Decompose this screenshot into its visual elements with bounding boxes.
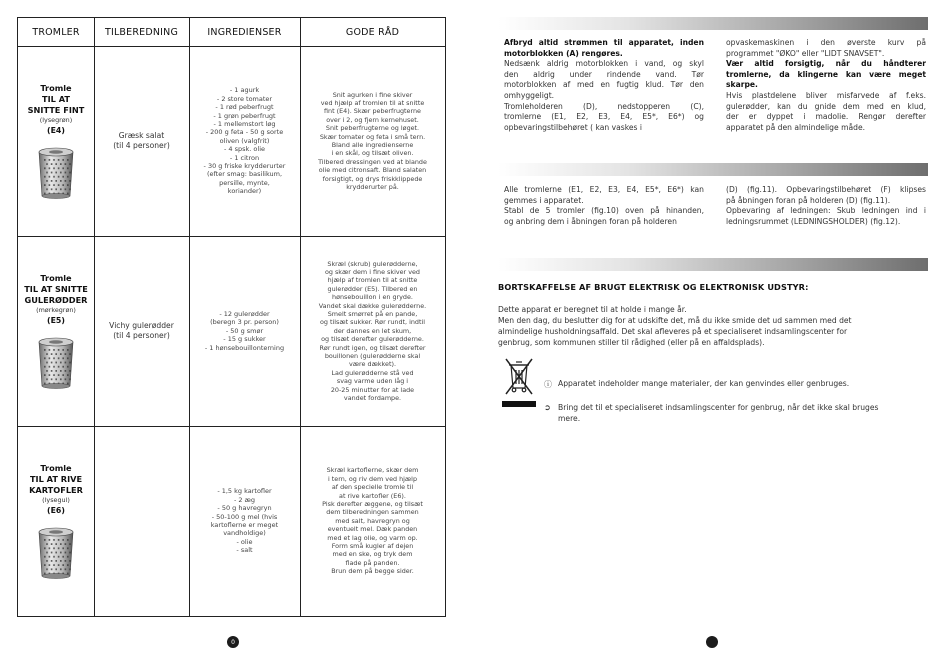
ingredient-line: kartoflerne er meget (210, 521, 279, 529)
text-line: Nedsænk aldrig motorblokken i vand, og skyl (504, 59, 704, 69)
tips-cell (300, 46, 445, 236)
text-line: på åbningen foran på holderen (D) (fig.11). (726, 195, 891, 205)
ingredient-line: - 2 æg (233, 495, 256, 504)
drum-name-line: Tromle (40, 272, 72, 283)
recycle-arrow-icon: ➲ (544, 403, 551, 412)
dish-cell (94, 236, 189, 426)
tip-line: Skær tomater og feta i små tern. (319, 132, 426, 141)
text-line: Hvis plastdelene bliver misfarvede af f.eks. (726, 90, 926, 100)
ingredient-line: - 1,5 kg kartofler (217, 487, 272, 496)
ingredient-line: oliven (valgfrit) (219, 136, 270, 145)
page-number-right (706, 636, 718, 648)
drum-name-line: Tromle (40, 462, 72, 473)
section-bar-disposal (498, 258, 928, 271)
tip-line: Tilbered dressingen ved at blande (318, 157, 427, 166)
text-line: gulerødder, kan du gnide dem med en klud, (726, 101, 926, 111)
drum-name-line: TIL AT SNITTE (24, 283, 88, 294)
section-bar-cleaning (498, 17, 928, 30)
tip-line: eventuelt mel. Dæk panden (327, 525, 418, 534)
ingredient-line: - 1 agurk (229, 86, 260, 95)
ingredient-line: - olie (236, 537, 253, 546)
page-number-left: 0 (227, 636, 239, 648)
ingredient-line: - 50 g smør (225, 326, 264, 335)
tip-line: bouillonen (gulerødderne skal (324, 352, 421, 361)
ingredient-line: - 1 mellemstort løg (213, 119, 276, 128)
drum-name-line: SNITTE FINT (27, 104, 85, 115)
drum-code: (E5) (47, 315, 65, 325)
ingredient-line: koriander) (227, 187, 262, 196)
tip-line: der dannes en let skum, (333, 326, 412, 335)
ingredient-line: - 200 g feta - 50 g sorte (205, 128, 284, 137)
tip-line: Bland alle ingredienserne (331, 141, 414, 149)
tips-cell (300, 236, 445, 426)
text-line: Afbryd altid strømmen til apparatet, inden (504, 38, 704, 47)
tip-line: ved hjælp af tromlen til at snitte (320, 98, 425, 107)
grater-drum-icon (34, 336, 78, 390)
text-line: omhyggeligt. (504, 90, 555, 100)
tip-line: over i 2, og fjern kernehuset. (326, 115, 419, 124)
tip-line: være dækket). (349, 360, 396, 369)
info-icon: ⓘ (544, 380, 552, 389)
drum-name-line: TIL AT RIVE (29, 473, 83, 484)
drum-code: (E4) (47, 125, 65, 135)
tip-line: forsigtigt, og drys friskklippede (322, 174, 423, 183)
tip-line: Form små kugler af dejen (331, 542, 414, 551)
tip-line: Pisk derefter æggene, og tilsæt (322, 499, 423, 508)
drum-name-line: GULERØDDER (24, 294, 88, 305)
ingredient-line: - 50 g havregryn (217, 504, 272, 513)
note-line: Bring det til et specialiseret indsamlingscenter for genbrug, når det ikke skal bruges (558, 403, 879, 412)
tip-line: i en skål, og tilsæt oliven. (331, 149, 414, 158)
storage-text-left (504, 185, 704, 227)
tip-line: gulerødder (E5). Tilbered en (327, 284, 418, 293)
paragraph-line: Men den dag, du beslutter dig for at udskifte det, må du ikke smide det ud sammen med det (498, 316, 852, 325)
grater-drum-icon (34, 526, 78, 580)
tip-line: 20-25 minutter for at lade (330, 385, 415, 394)
text-line: motorblokken (A) rengøres. (504, 48, 623, 58)
tip-line: i tern, og riv dem ved hjælp (327, 474, 418, 483)
dish-cell (94, 46, 189, 236)
cleaning-text-left (504, 38, 704, 133)
tip-line: Brun dem på begge sider. (331, 567, 414, 576)
tips-cell (300, 426, 445, 616)
tip-line: Skræl kartoflerne, skær dem (326, 466, 419, 475)
tip-line: fint (E4). Skær peberfrugterne (324, 107, 421, 116)
ingredient-line: - 1 hønsebouillonterning (204, 343, 285, 352)
ingredient-line: - 4 spsk. olie (224, 145, 265, 154)
disposal-heading: BORTSKAFFELSE AF BRUGT ELEKTRISK OG ELEKTRONISK UDSTYR: (498, 282, 809, 292)
text-line: tromlerne, da klingerne kan være meget (726, 69, 926, 79)
tip-line: svag varme uden låg i (336, 377, 409, 386)
drum-cell (18, 46, 94, 236)
text-line: apparatet på den almindelige måde. (726, 122, 866, 132)
drum-color: (mørkegrøn) (36, 305, 76, 314)
ingredient-line: (efter smag: basilikum, (206, 170, 283, 179)
ingredient-line: persille, mynte, (219, 178, 270, 187)
text-line: programmet "ØKO" eller "LIDT SNAVSET". (726, 48, 885, 58)
paragraph-line: Dette apparat er beregnet til at holde i mange år. (498, 305, 687, 314)
ingredients-cell (189, 426, 300, 616)
ingredient-line: - 12 gulerødder (219, 309, 270, 318)
crossed-out-wheelie-bin-icon (502, 355, 536, 409)
ingredient-line: - 1 grøn peberfrugt (213, 111, 276, 120)
ingredients-cell (189, 46, 300, 236)
text-line: skarpe. (726, 80, 758, 90)
tip-line: med et lag olie, og varm op. (327, 533, 418, 542)
ingredient-line: - salt (236, 546, 253, 555)
ingredient-line: vandholdige) (223, 529, 266, 538)
header-tilberedning: TILBEREDNING (104, 26, 179, 38)
recipe-table (17, 17, 446, 617)
text-line: tromlerne (E1, E2, E3, E4, E5*, E6*) og (504, 112, 704, 122)
drum-cell (18, 426, 94, 616)
text-line: Tromleholderen (D), nedstopperen (C), (504, 101, 704, 111)
dish-cell (94, 426, 189, 616)
tip-line: og tilsæt derefter gulerødderne. (321, 335, 424, 344)
tip-line: med en ske, og tryk dem (332, 550, 413, 559)
ingredient-line: - 2 store tomater (216, 94, 273, 103)
tip-line: Snit agurken i fine skiver (332, 90, 413, 99)
note-line: mere. (558, 413, 581, 423)
dish-line: Vichy gulerødder (109, 320, 174, 330)
tip-line: flade på panden. (345, 558, 400, 567)
cleaning-text-right (726, 38, 926, 133)
dish-line: Græsk salat (118, 130, 165, 140)
tip-line: hjælp af tromlen til at snitte (327, 276, 418, 285)
tip-line: olie med citronsaft. Bland salaten (318, 166, 427, 175)
header-tromler: TROMLER (32, 26, 80, 38)
drum-name-line: KARTOFLER (29, 484, 83, 495)
ingredient-line: - 30 g friske krydderurter (203, 162, 286, 171)
tip-line: Lad gulerødderne stå ved (331, 368, 414, 377)
text-line: opvaskemaskinen i den øverste kurv på (726, 38, 926, 47)
ingredient-line: - 15 g sukker (223, 335, 266, 344)
ingredient-line: - 1 rød peberfrugt (215, 103, 274, 112)
drum-name-line: TIL AT (42, 93, 70, 104)
disposal-note-2 (558, 403, 928, 425)
section-bar-storage (498, 163, 928, 176)
text-line: gemmes i apparatet. (504, 195, 584, 205)
text-line: Vær altid forsigtig, når du håndterer (726, 59, 926, 69)
text-line: Opbevaring af ledningen: Skub ledningen ind i (726, 206, 926, 216)
drum-color: (lysegrøn) (39, 115, 73, 124)
tip-line: krydderurter på. (346, 183, 399, 192)
tip-line: Vandet skal dække gulerødderne. (318, 301, 427, 310)
text-line: opbevaringstilbehøret ( kan vaskes i (504, 122, 642, 132)
tip-line: vandet fordampe. (343, 394, 402, 403)
header-gode-raad: GODE RÅD (345, 26, 400, 38)
paragraph-line: almindelige husholdningsaffald. Det skal afleveres på et specialiseret indsamlingscenter for (498, 327, 848, 336)
tip-line: og tilsæt sukker. Rør rundt, indtil (319, 318, 426, 327)
tip-line: Snit peberfrugterne og løget. (325, 124, 420, 133)
text-line: Stabl de 5 tromler (fig.10) oven på hinanden, (504, 206, 704, 216)
disposal-note-1: Apparatet indeholder mange materialer, der kan genvindes eller genbruges. (558, 379, 850, 388)
text-line: der er dyppet i madolie. Rengør derefter (726, 112, 926, 122)
text-line: Alle tromlerne (E1, E2, E3, E4, E5*, E6*) kan (504, 185, 704, 194)
drum-cell (18, 236, 94, 426)
tip-line: af den specielle tromle til (331, 483, 414, 492)
text-line: motorblokken af med en fugtig klud. Tør den (504, 80, 704, 90)
tip-line: med salt, havregryn og (335, 516, 410, 525)
paragraph-line: genbrug, som kommunen stiller til rådighed (eller på en affaldsplads). (498, 338, 765, 347)
text-line: den aldrig under rindende vand. Tør (504, 69, 704, 79)
grater-drum-icon (34, 146, 78, 200)
tip-line: og skær dem i fine skiver ved (324, 267, 420, 276)
drum-name-line: Tromle (40, 82, 72, 93)
text-line: (D) (fig.11). Opbevaringstilbehøret (F) klipses (726, 185, 926, 194)
text-line: ledningsrummet (LEDNINGSHOLDER) (fig.12). (726, 216, 901, 226)
ingredients-cell (189, 236, 300, 426)
ingredient-line: - 1 citron (229, 153, 260, 162)
storage-text-right (726, 185, 926, 227)
text-line: og anbring dem i åbningen foran på holderen (504, 216, 677, 226)
disposal-paragraph (498, 304, 928, 348)
dish-line: (til 4 personer) (113, 141, 170, 150)
tip-line: Skræl (skrub) gulerødderne, (327, 259, 418, 268)
dish-line: (til 4 personer) (113, 331, 170, 340)
tip-line: hønsebouillon i en gryde. (332, 293, 413, 302)
tip-line: Smelt smørret på en pande, (327, 309, 418, 318)
tip-line: Rør rundt igen, og tilsæt derefter (319, 343, 426, 352)
ingredient-line: - 50-100 g mel (hvis (211, 512, 278, 521)
tip-line: at rive kartofler (E6). (339, 491, 406, 500)
ingredient-line: (beregn 3 pr. person) (210, 318, 279, 327)
header-ingredienser: INGREDIENSER (207, 26, 282, 38)
drum-color: (lysegul) (42, 495, 70, 504)
drum-code: (E6) (47, 505, 65, 515)
tip-line: dem tilberedningen sammen (326, 508, 419, 517)
